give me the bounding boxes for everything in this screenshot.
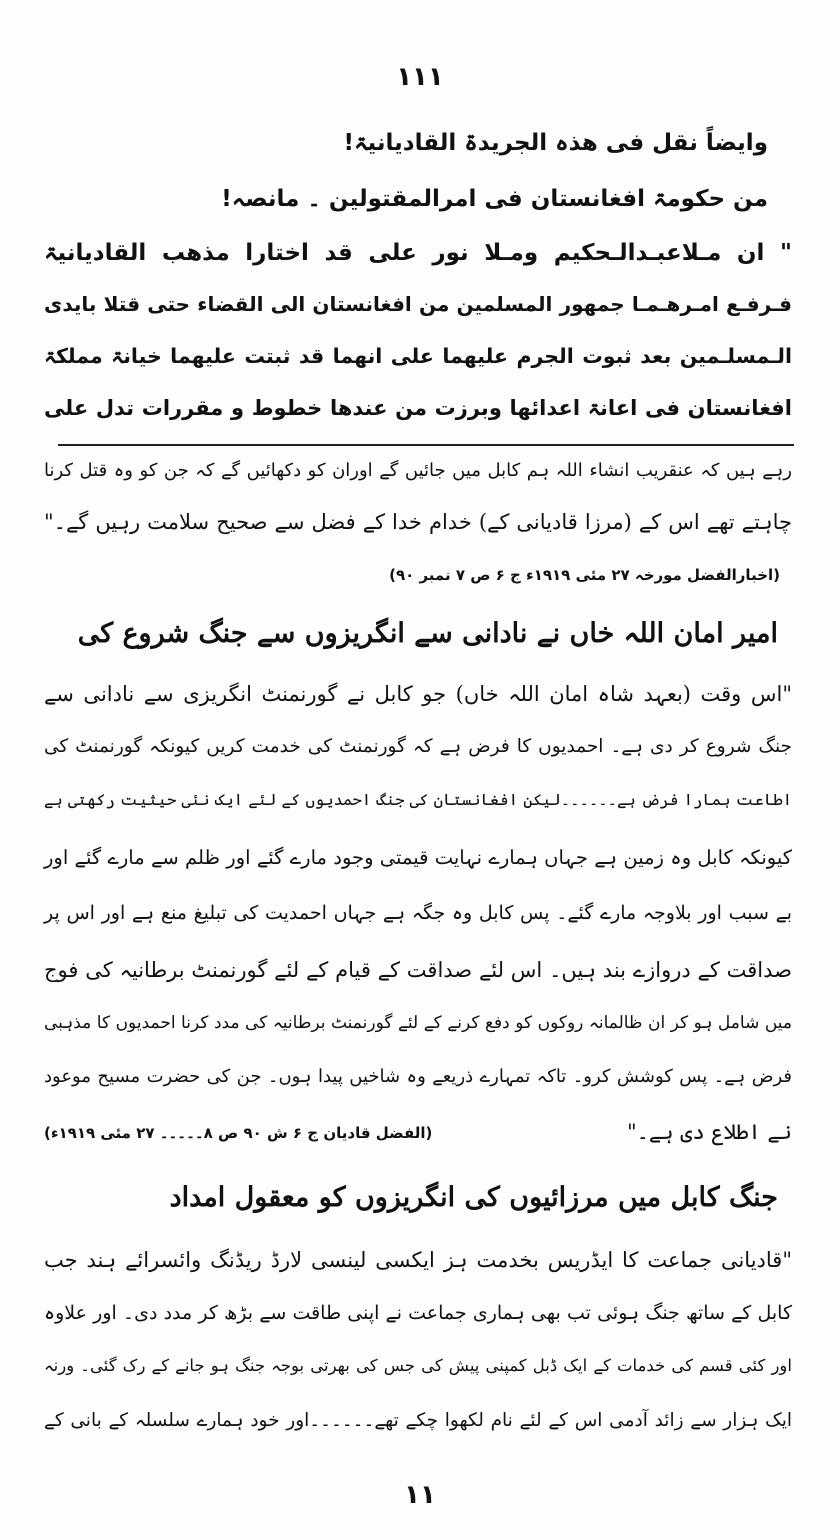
- body-line: اور کئی قسم کی خدمات کے ایک ڈبل کمپنی پیش کی جس کی بھرتی بوجہ جنگ ہو جانے کے رک گئی۔ ورنہ: [44, 1356, 792, 1375]
- body-line: ایک ہزار سے زائد آدمی اس کے لئے نام لکھوا چکے تھے۔۔۔۔۔۔اور خود ہمارے سلسلہ کے بانی کے: [44, 1410, 792, 1431]
- body-line: بے سبب اور بلاوجہ مارے گئے۔ پس کابل وہ جگہ ہے جہاں احمدیت کی تبلیغ منع ہے اور اس پر: [44, 902, 792, 924]
- reference-citation: (اخبارالفضل مورخہ ۲۷ مئی ۱۹۱۹ء ج ۶ ص ۷ نمبر ۹۰): [389, 566, 780, 584]
- arabic-quote-line: افغانستان فی اعانۃ اعدائھا وبرزت من عندھا خطوط و مقررات تدل علی: [44, 396, 792, 420]
- footer-page-number: ۱۱: [404, 1480, 436, 1510]
- section-heading: امیر امان اللہ خاں نے نادانی سے انگریزوں سے جنگ شروع کی: [77, 618, 778, 649]
- body-line: کابل کے ساتھ جنگ ہوئی تب بھی ہماری جماعت نے اپنی طاقت سے بڑھ کر مدد دی۔ اور علاوہ: [44, 1302, 792, 1324]
- arabic-quote-line: الـمسلـمین بعد ثبوت الجرم علیھما علی انھما قد ثبتت علیھما خیانۃ مملکۃ: [44, 344, 792, 368]
- urdu-translation-line: چاہتے تھے اس کے (مرزا قادیانی کے) خدام خدا کے فضل سے صحیح سلامت رہیں گے۔": [44, 510, 792, 534]
- body-line: کیونکہ کابل وہ زمین ہے جہاں ہمارے نہایت قیمتی وجود مارے گئے اور ظلم سے مارے گئے اور: [44, 846, 792, 869]
- body-line: اطاعت ہمارا فرض ہے۔۔۔۔۔۔لیکن افغانستان کی جنگ احمدیوں کے لئے ایک نئی حیثیت رکھتی ہے: [44, 790, 793, 809]
- body-line: "اس وقت (بعہد شاہ امان اللہ خاں) جو کابل نے گورنمنٹ انگریزی سے نادانی سے: [44, 682, 792, 706]
- arabic-source-line: من حکومۃ افغانستان فی امرالمقتولین ۔ مانصہ!: [221, 186, 768, 212]
- section-divider: [58, 444, 794, 446]
- body-line: میں شامل ہو کر ان ظالمانہ روکوں کو دفع کرنے کے لئے گورنمنٹ برطانیہ کی مدد کرنا احمدیوں کا مذہبی: [44, 1013, 792, 1033]
- body-line: صداقت کے دروازے بند ہیں۔ اس لئے صداقت کے قیام کے لئے گورنمنٹ برطانیہ کی فوج: [44, 958, 792, 982]
- body-line: "قادیانی جماعت کا ایڈریس بخدمت ہز ایکسی لینسی لارڈ ریڈنگ وائسرائے ہند جب: [44, 1248, 792, 1272]
- section-heading: جنگ کابل میں مرزائیوں کی انگریزوں کو معقول امداد: [169, 1182, 778, 1213]
- header-page-number: ۱۱۱: [396, 62, 444, 92]
- arabic-quote-line: فـرفـع امـرھـمـا جمھور المسلمین من افغانستان الی القضاء حتی قتلا بایدی: [44, 292, 792, 316]
- body-line: فرض ہے۔ پس کوشش کرو۔ تاکہ تمہارے ذریعے وہ شاخیں پیدا ہوں۔ جن کی حضرت مسیح موعود: [44, 1066, 792, 1087]
- body-line: جنگ شروع کر دی ہے۔ احمدیوں کا فرض ہے کہ گورنمنٹ کی خدمت کریں کیونکہ گورنمنٹ کی: [44, 736, 792, 757]
- urdu-translation-line: رہے ہیں کہ عنقریب انشاء اللہ ہم کابل میں جائیں گے اوران کو دکھائیں گے کہ جن کو وہ قتل کرنا: [44, 460, 792, 481]
- body-line: نے اطلاع دی ہے۔": [626, 1120, 792, 1144]
- arabic-quote-line: " ان مـلاعبـدالـحکیم ومـلا نور علی قد اختارا مذھب القادیانیۃ: [44, 240, 792, 266]
- reference-citation: (الفضل قادیان ج ۶ ش ۹۰ ص ۸۔۔۔۔۔ ۲۷ مئی ۱۹۱۹ء): [44, 1124, 433, 1142]
- body-last-line-with-reference: [44, 1120, 792, 1144]
- arabic-intro-line: وایضاً نقل فی ھذہ الجریدۃ القادیانیۃ!: [343, 130, 768, 156]
